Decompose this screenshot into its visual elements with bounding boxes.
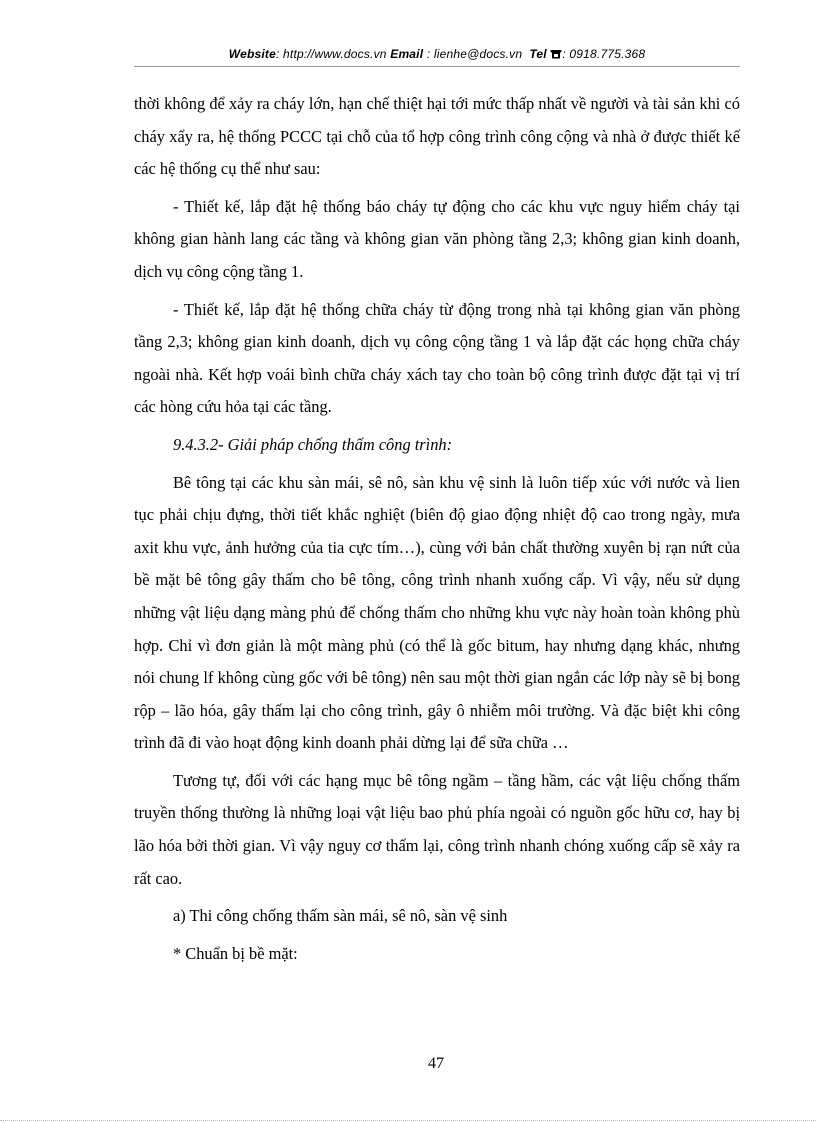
- email-label: Email: [390, 47, 424, 61]
- paragraph: - Thiết kế, lắp đặt hệ thống báo cháy tự động cho các khu vực nguy hiểm cháy tại không gian hành lang các tầng và không gian văn phòng tầng 2,3; không gian kinh doanh, dịch vụ công cộng tầng 1.: [134, 196, 740, 281]
- section-heading: 9.4.3.2- Giải pháp chống thấm công trình:: [173, 434, 453, 454]
- page-header: [134, 47, 740, 61]
- website-value: : http://www.docs.vn: [275, 47, 387, 61]
- website-label: Website: [228, 47, 276, 61]
- tel-label: Tel: [529, 47, 547, 61]
- page-number: 47: [428, 1055, 444, 1072]
- paragraph: - Thiết kế, lắp đặt hệ thống chữa cháy từ động trong nhà tại không gian văn phòng tầng 2,3; không gian kinh doanh, dịch vụ công cộng tầng 1 và lắp đặt các họng chữa cháy ngoài nhà. Kết hợp voái bình chữa cháy xách tay cho toàn bộ công trình được đặt tại vị trí các hòng cứu hỏa tại các tầng.: [134, 299, 740, 417]
- document-body: [134, 88, 740, 975]
- paragraph: a) Thi công chống thấm sàn mái, sê nô, sàn vệ sinh: [173, 906, 508, 926]
- paragraph: thời không để xảy ra cháy lớn, hạn chế thiệt hại tới mức thấp nhất về người và tài sản khi có cháy xẩy ra, hệ thống PCCC tại chỗ của tổ hợp công trình công cộng và nhà ở được thiết kế các hệ thống cụ thể như sau:: [134, 94, 740, 179]
- tel-value: : 0918.775.368: [562, 47, 646, 61]
- email-value: : lienhe@docs.vn: [426, 47, 523, 61]
- header-divider: [134, 66, 740, 67]
- paragraph: Bê tông tại các khu sàn mái, sê nô, sàn khu vệ sinh là luôn tiếp xúc với nước và lien tục phải chịu đựng, thời tiết khắc nghiệt (biên độ giao động nhiệt độ cao trong ngày, mưa axit khu vực, ảnh hưởng của tia cực tím…), cùng với bản chất thường xuyên bị rạn nứt của bề mặt bê tông gây thấm cho bê tông, công trình nhanh xuống cấp. Vì vậy, nếu sử dụng những vật liệu dạng màng phủ để chống thấm cho những khu vực này hoàn toàn không phù hợp. Chỉ vì đơn giản là một màng phủ (có thể là gốc bitum, hay nhưng dạng khác, nhưng nói chung lf không cùng gốc với bê tông) nên sau một thời gian ngắn các lớp này sẽ bị bong rộp – lão hóa, gây thấm lại cho công trình, gây ô nhiễm môi trường. Và đặc biệt khi công trình đã đi vào hoạt động kinh doanh phải dừng lại để sữa chữa …: [134, 472, 740, 753]
- page-bottom-divider: [0, 1120, 816, 1121]
- phone-icon: [550, 49, 562, 59]
- paragraph: Tương tự, đối với các hạng mục bê tông ngầm – tầng hầm, các vật liệu chống thấm truyền thống thường là những loại vật liệu bao phủ phía ngoài có nguồn gốc hữu cơ, hay bị lão hóa bởi thời gian. Vì vậy nguy cơ thấm lại, công trình nhanh chóng xuống cấp sẽ xảy ra rất cao.: [134, 770, 740, 888]
- paragraph: * Chuẩn bị bề mặt:: [173, 943, 298, 963]
